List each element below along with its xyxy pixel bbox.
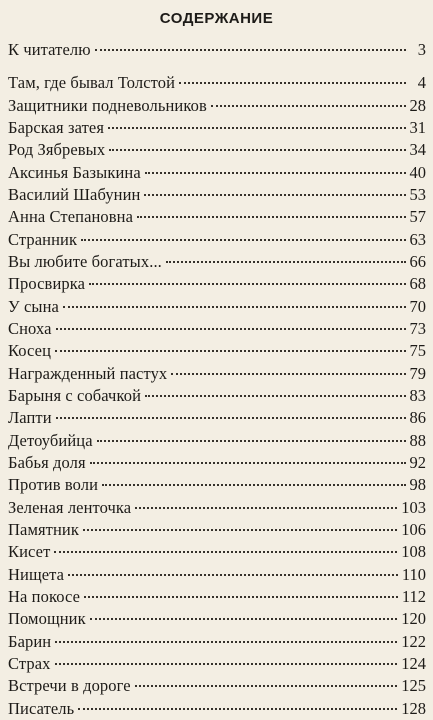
toc-entry[interactable] xyxy=(8,184,426,206)
toc-entry-page: 31 xyxy=(409,117,426,137)
dot-leader xyxy=(55,350,405,352)
toc-entry-title: Анна Степановна xyxy=(8,207,134,227)
toc-entry[interactable] xyxy=(8,653,426,675)
toc-entry-page: 28 xyxy=(409,95,426,115)
toc-entry[interactable] xyxy=(8,95,426,117)
toc-entry[interactable] xyxy=(8,519,426,541)
toc-entry-page: 125 xyxy=(401,676,426,696)
toc-entry[interactable] xyxy=(8,162,426,184)
dot-leader xyxy=(84,596,398,598)
toc-entry-title: Просвирка xyxy=(8,274,86,294)
toc-entry-title: Барыня с собачкой xyxy=(8,385,142,405)
contents-heading: СОДЕРЖАНИЕ xyxy=(159,10,274,27)
toc-entry-title: Странник xyxy=(8,229,78,249)
toc-entry-title: Страх xyxy=(8,653,51,673)
toc-entry-page: 110 xyxy=(401,564,426,584)
toc-entry-title: Против воли xyxy=(8,475,99,495)
toc-entry[interactable] xyxy=(8,631,426,653)
toc-entry[interactable] xyxy=(8,430,426,452)
toc-entry[interactable] xyxy=(8,340,426,362)
toc-entry-title: Бабья доля xyxy=(8,452,86,472)
toc-entry-page: 57 xyxy=(409,207,426,227)
toc-entry-page: 98 xyxy=(409,475,426,495)
dot-leader xyxy=(78,708,397,710)
toc-entry-page: 79 xyxy=(409,363,426,383)
dot-leader xyxy=(144,194,405,196)
toc-entry-page: 88 xyxy=(409,430,426,450)
toc-entry-title: Нищета xyxy=(8,564,65,584)
toc-entry-title: Барская затея xyxy=(8,117,105,137)
dot-leader xyxy=(135,507,397,509)
toc-entry[interactable] xyxy=(8,452,426,474)
dot-leader xyxy=(90,462,406,464)
toc-entry[interactable] xyxy=(8,497,426,519)
toc-entry-page: 68 xyxy=(409,274,426,294)
toc-entry-title: У сына xyxy=(8,296,59,316)
toc-entry[interactable] xyxy=(8,296,426,318)
toc-entry-title: Встречи в дороге xyxy=(8,676,131,696)
toc-entry-page: 66 xyxy=(409,251,426,271)
toc-entry-title: Лапти xyxy=(8,408,52,428)
toc-entry-page: 70 xyxy=(409,296,426,316)
toc-entry[interactable] xyxy=(8,72,426,94)
toc-entry-page: 75 xyxy=(409,341,426,361)
toc-entry-title: Зеленая ленточка xyxy=(8,497,132,517)
dot-leader xyxy=(137,216,405,218)
dot-leader xyxy=(68,574,398,576)
toc-entry-page: 108 xyxy=(401,542,426,562)
toc-entry-page: 40 xyxy=(409,162,426,182)
toc-entry-page: 83 xyxy=(409,385,426,405)
toc-entry-title: Вы любите богатых... xyxy=(8,251,162,271)
toc-entry[interactable] xyxy=(8,139,426,161)
dot-leader xyxy=(145,172,406,174)
toc-entry-page: 73 xyxy=(409,318,426,338)
toc-entry[interactable] xyxy=(8,39,426,61)
toc-entry-title: Барин xyxy=(8,631,52,651)
toc-entry[interactable] xyxy=(8,363,426,385)
toc-entry-title: Косец xyxy=(8,341,52,361)
toc-entry-page: 103 xyxy=(401,497,426,517)
toc-entry-page: 124 xyxy=(401,653,426,673)
dot-leader xyxy=(211,105,406,107)
toc-entry-title: На покосе xyxy=(8,586,81,606)
toc-entry-page: 92 xyxy=(409,452,426,472)
toc-entry-title: Там, где бывал Толстой xyxy=(8,73,176,93)
dot-leader xyxy=(179,82,406,84)
toc-entry[interactable] xyxy=(8,698,426,720)
toc-entry-title: Кисет xyxy=(8,542,51,562)
toc-entry[interactable] xyxy=(8,675,426,697)
toc-entry-title: Награжденный пастух xyxy=(8,363,168,383)
dot-leader xyxy=(83,529,397,531)
dot-leader xyxy=(97,440,406,442)
toc-entry-page: 86 xyxy=(409,408,426,428)
toc-entry-title: Защитники подневольников xyxy=(8,95,207,115)
toc-entry[interactable] xyxy=(8,407,426,429)
toc-entry-page: 122 xyxy=(401,631,426,651)
toc-entry-title: Род Зябревых xyxy=(8,140,106,160)
dot-leader xyxy=(145,395,405,397)
toc-entry-title: Василий Шабунин xyxy=(8,184,141,204)
dot-leader xyxy=(81,239,405,241)
toc-entry[interactable] xyxy=(8,608,426,630)
toc-entry-page: 3 xyxy=(417,40,426,59)
toc-entry[interactable] xyxy=(8,229,426,251)
toc-entry-page: 112 xyxy=(401,586,426,606)
toc-entry[interactable] xyxy=(8,385,426,407)
toc-entry-title: Памятник xyxy=(8,519,79,539)
dot-leader xyxy=(102,484,405,486)
toc-entry[interactable] xyxy=(8,273,426,295)
toc-entry-page: 120 xyxy=(401,609,426,629)
table-of-contents xyxy=(8,39,426,720)
dot-leader xyxy=(55,641,397,643)
toc-entry[interactable] xyxy=(8,251,426,273)
toc-entry-page: 106 xyxy=(401,519,426,539)
dot-leader xyxy=(90,618,398,620)
dot-leader xyxy=(55,663,398,665)
toc-entry-title: Писатель xyxy=(8,698,75,718)
toc-entry[interactable] xyxy=(8,318,426,340)
dot-leader xyxy=(89,283,405,285)
toc-entry-page: 34 xyxy=(409,140,426,160)
toc-entry-title: Помощник xyxy=(8,609,86,629)
toc-entry-title: Сноха xyxy=(8,318,52,338)
dot-leader xyxy=(166,261,406,263)
dot-leader xyxy=(56,417,406,419)
toc-entry-page: 4 xyxy=(417,73,426,93)
toc-entry-title: Аксинья Базыкина xyxy=(8,162,141,182)
toc-entry-title: Детоубийца xyxy=(8,430,93,450)
toc-entry-page: 128 xyxy=(401,698,426,718)
dot-leader xyxy=(95,49,406,51)
toc-entry-page: 63 xyxy=(409,229,426,249)
dot-leader xyxy=(54,551,397,553)
toc-entry[interactable] xyxy=(8,541,426,563)
dot-leader xyxy=(56,328,406,330)
dot-leader xyxy=(109,149,405,151)
dot-leader xyxy=(108,127,405,129)
toc-entry-page: 53 xyxy=(409,184,426,204)
dot-leader xyxy=(171,373,405,375)
dot-leader xyxy=(135,685,398,687)
toc-entry[interactable] xyxy=(8,564,426,586)
toc-entry[interactable] xyxy=(8,586,426,608)
dot-leader xyxy=(63,306,406,308)
toc-entry-title: К читателю xyxy=(8,40,91,59)
toc-entry[interactable] xyxy=(8,206,426,228)
toc-entry[interactable] xyxy=(8,117,426,139)
toc-entry[interactable] xyxy=(8,474,426,496)
